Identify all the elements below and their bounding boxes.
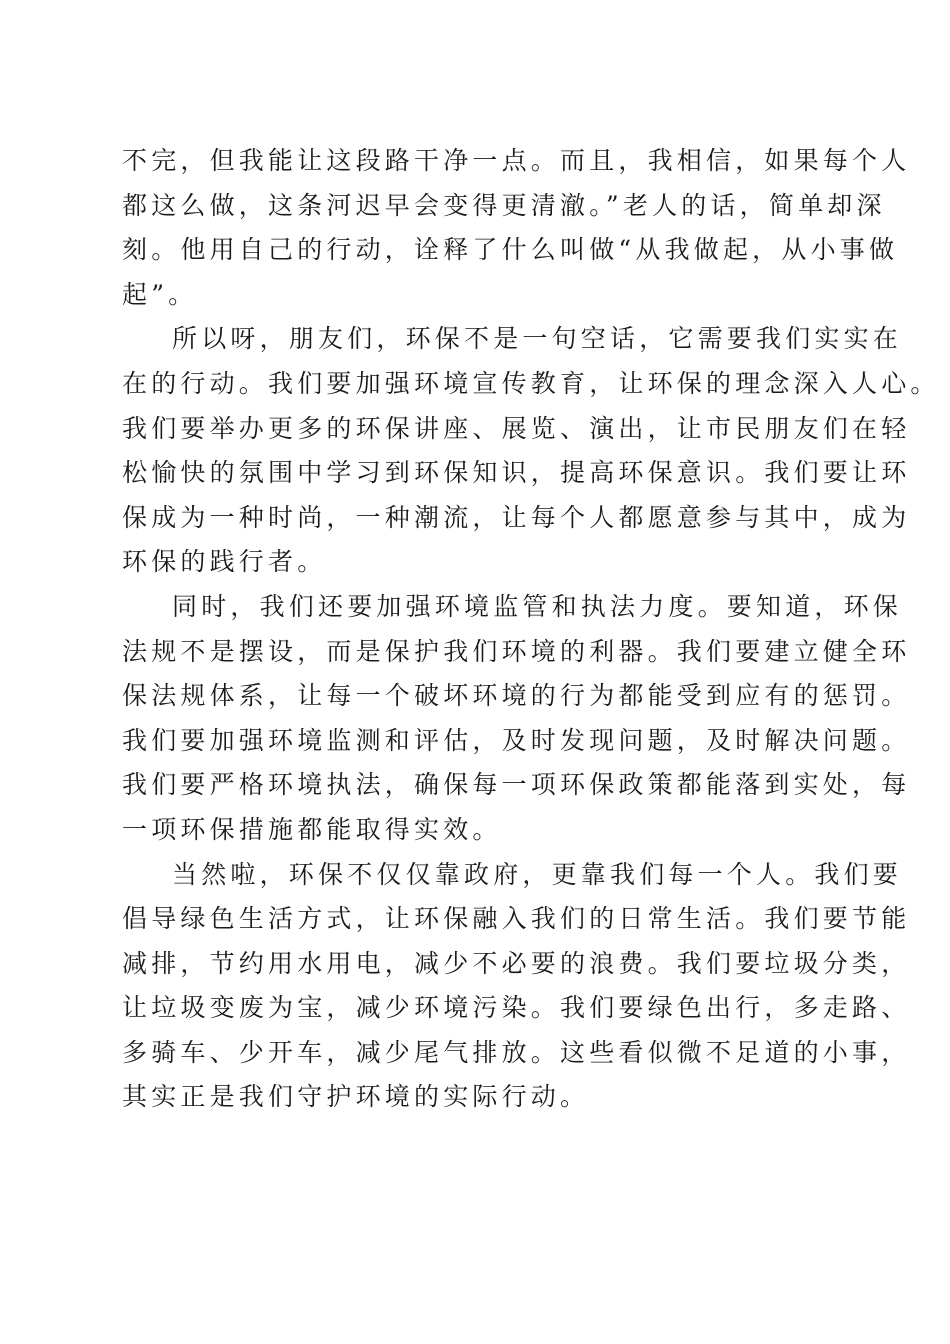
paragraph-3 xyxy=(122,585,911,853)
paragraph-1 xyxy=(122,139,911,317)
text-line: 我们要举办更多的环保讲座、展览、演出，让市民朋友们在轻 xyxy=(122,413,911,443)
text-line: 松愉快的氛围中学习到环保知识，提高环保意识。我们要让环 xyxy=(122,458,911,488)
text-line: 环保的践行者。 xyxy=(122,547,327,577)
text-line: 我们要严格环境执法，确保每一项环保政策都能落到实处，每 xyxy=(122,770,911,800)
text-line: 当然啦，环保不仅仅靠政府，更靠我们每一个人。我们要 xyxy=(172,859,903,889)
text-line: 一项环保措施都能取得实效。 xyxy=(122,814,502,844)
text-line: 减排，节约用水用电，减少不必要的浪费。我们要垃圾分类， xyxy=(122,948,911,978)
text-line: 其实正是我们守护环境的实际行动。 xyxy=(122,1082,590,1112)
text-line: 在的行动。我们要加强环境宣传教育，让环保的理念深入人心。 xyxy=(122,368,940,398)
text-line: 多骑车、少开车，减少尾气排放。这些看似微不足道的小事， xyxy=(122,1037,911,1067)
text-line: 起”。 xyxy=(122,279,198,309)
paragraph-2 xyxy=(122,317,940,585)
text-line: 我们要加强环境监测和评估，及时发现问题，及时解决问题。 xyxy=(122,725,911,755)
paragraph-4 xyxy=(122,853,911,1121)
text-line: 保成为一种时尚，一种潮流，让每个人都愿意参与其中，成为 xyxy=(122,502,911,532)
text-line: 倡导绿色生活方式，让环保融入我们的日常生活。我们要节能 xyxy=(122,904,911,934)
text-line: 刻。他用自己的行动，诠释了什么叫做“从我做起，从小事做 xyxy=(122,235,899,265)
document-body xyxy=(122,139,940,1120)
text-line: 保法规体系，让每一个破坏环境的行为都能受到应有的惩罚。 xyxy=(122,681,911,711)
text-line: 都这么做，这条河迟早会变得更清澈。”老人的话，简单却深 xyxy=(122,190,886,220)
text-line: 法规不是摆设，而是保护我们环境的利器。我们要建立健全环 xyxy=(122,636,911,666)
text-line: 所以呀，朋友们，环保不是一句空话，它需要我们实实在 xyxy=(172,324,903,354)
text-line: 不完，但我能让这段路干净一点。而且，我相信，如果每个人 xyxy=(122,146,911,175)
text-line: 让垃圾变废为宝，减少环境污染。我们要绿色出行，多走路、 xyxy=(122,993,911,1023)
text-line: 同时，我们还要加强环境监管和执法力度。要知道，环保 xyxy=(172,591,903,621)
